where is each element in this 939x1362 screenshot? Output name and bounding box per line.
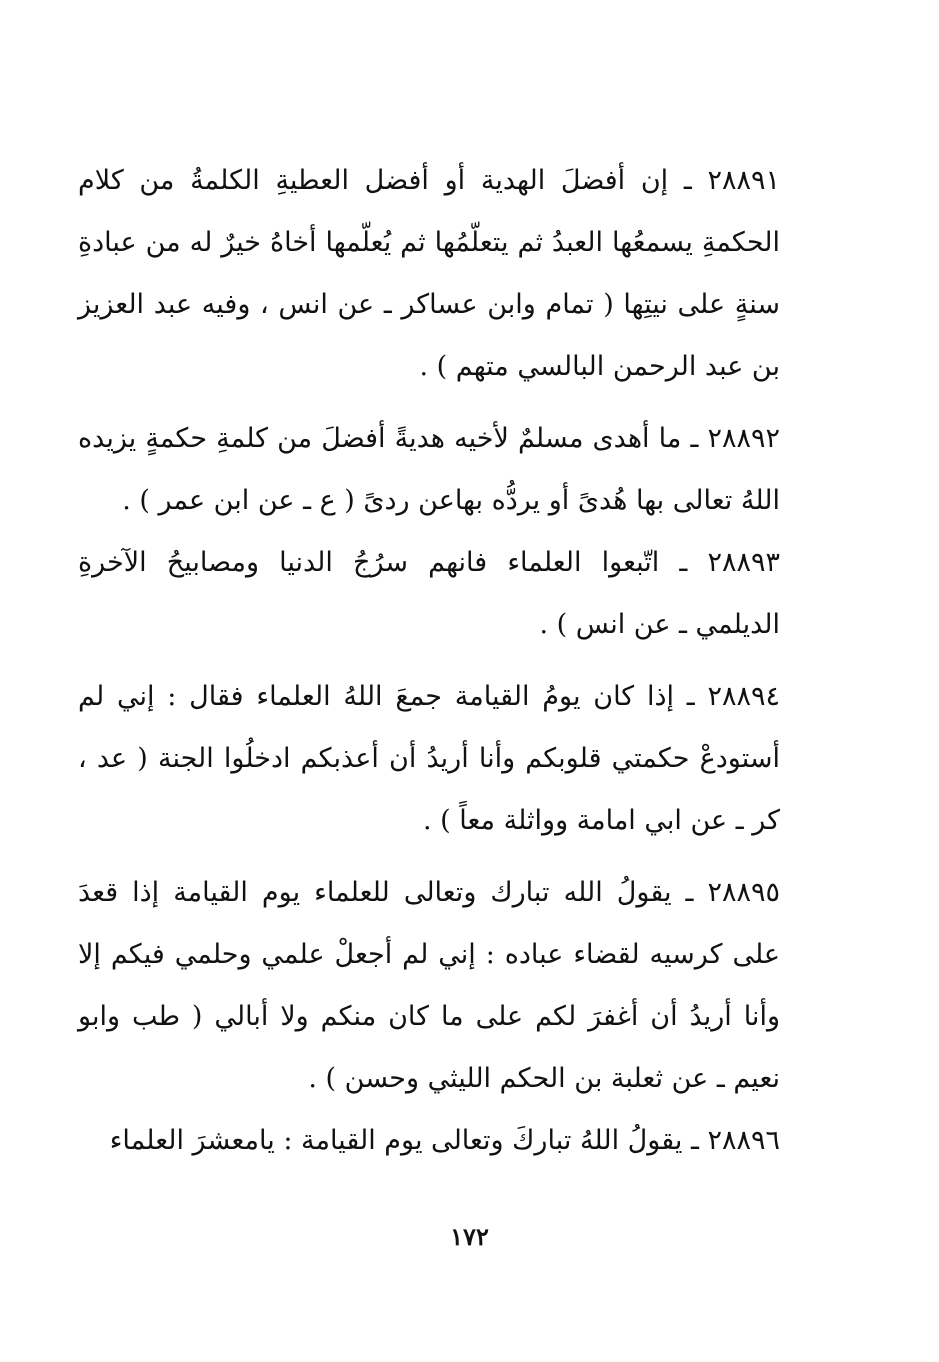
hadith-entry-28896: ٢٨٨٩٦ ـ يقولُ اللهُ تباركَ وتعالى يوم القيامة : يامعشرَ العلماء <box>109 1125 780 1156</box>
hadith-entry-28893: ٢٨٨٩٣ ـ اتّبعوا العلماء فانهم سرُجُ الدنيا ومصابيحُ الآخرةِ الديلمي ـ عن انس ) . <box>78 547 780 640</box>
hadith-entry-28892: ٢٨٨٩٢ ـ ما أهدى مسلمٌ لأخيه هديةً أفضلَ من كلمةِ حكمةٍ يزيده اللهُ تعالى بها هُدىً أو يردُّه بهاعن ردىً ( ع ـ عن ابن عمر ) . <box>78 423 780 516</box>
hadith-entry-28891: ٢٨٨٩١ ـ إن أفضلَ الهدية أو أفضل العطيةِ الكلمةُ من كلام الحكمةِ يسمعُها العبدُ ثم يتعلّمُها ثم يُعلّمها أخاهُ خيرٌ له من عبادةِ سنةٍ على نيتِها ( تمام وابن عساكر ـ عن انس ، وفيه عبد العزيز بن عبد الرحمن البالسي متهم ) . <box>78 165 780 382</box>
hadith-text-block <box>78 150 780 1172</box>
hadith-entry-28894: ٢٨٨٩٤ ـ إذا كان يومُ القيامة جمعَ اللهُ العلماء فقال : إني لم أستودعْ حكمتي قلوبكم وأنا أريدُ أن أعذبكم ادخلُوا الجنة ( عد ، كر ـ عن ابي امامة وواثلة معاً ) . <box>78 681 780 836</box>
hadith-entry-28895: ٢٨٨٩٥ ـ يقولُ الله تبارك وتعالى للعلماء يوم القيامة إذا قعدَ على كرسيه لقضاء عباده : إني لم أجعلْ علمي وحلمي فيكم إلا وأنا أريدُ أن أغفرَ لكم على ما كان منكم ولا أبالي ( طب وابو نعيم ـ عن ثعلبة بن الحكم الليثي وحسن ) . <box>78 877 780 1094</box>
page-number: ١٧٢ <box>450 1222 489 1251</box>
